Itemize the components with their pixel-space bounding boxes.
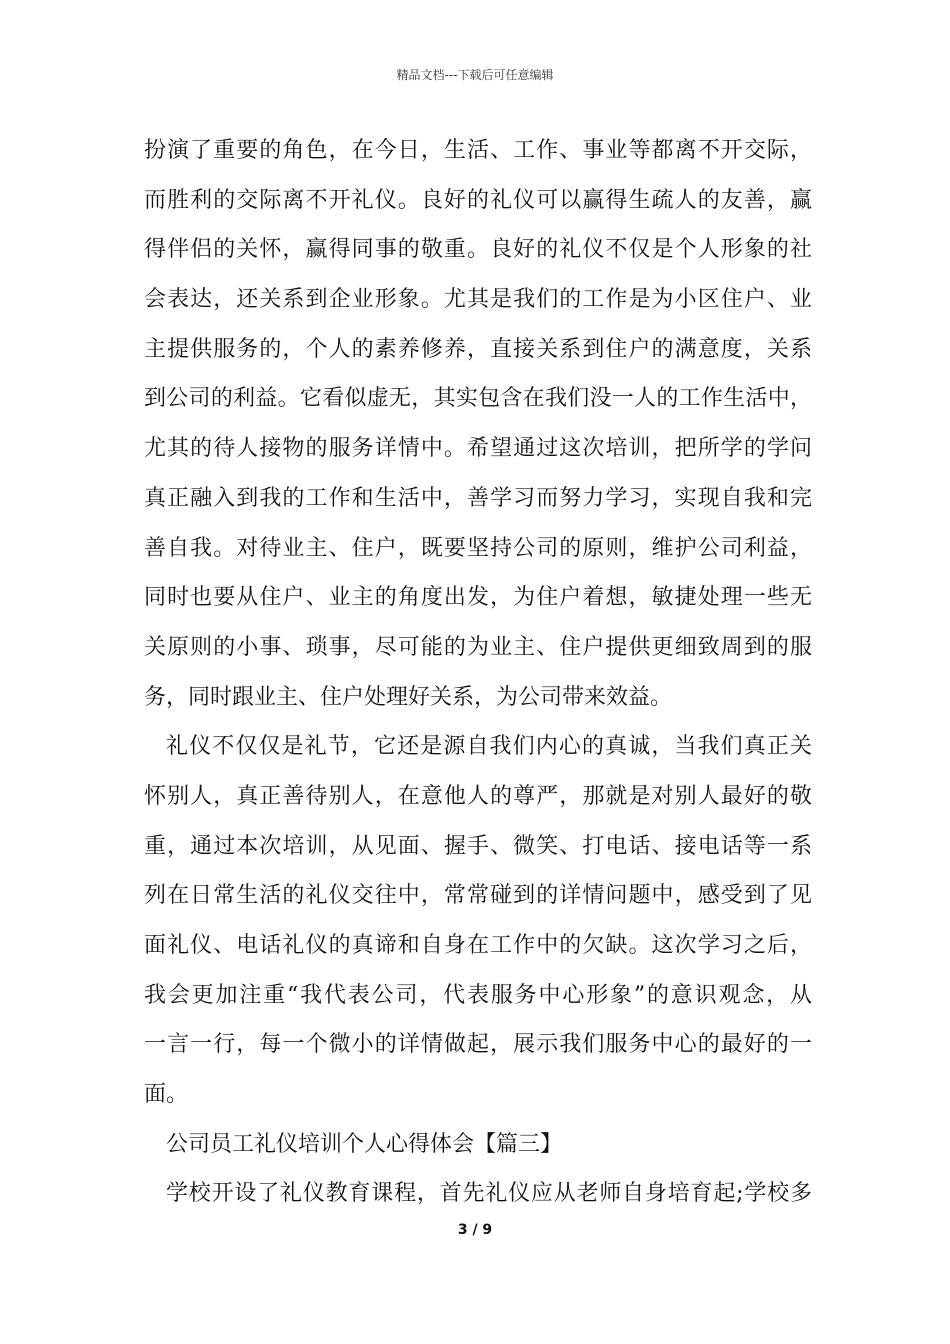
paragraph — [144, 1169, 812, 1219]
text-line: 尤其的待人接物的服务详情中。希望通过这次培训，把所学的学问 — [144, 436, 812, 462]
text-line: 面礼仪、电话礼仪的真谛和自身在工作中的欠缺。这次学习之后， — [144, 933, 812, 958]
text-line: 公司员工礼仪培训个人心得体会【篇三】 — [166, 1131, 563, 1157]
text-line: 关原则的小事、琐事，尽可能的为业主、住户提供更细致周到的服 — [144, 634, 812, 660]
text-line: 礼仪不仅仅是礼节，它还是源自我们内心的真诚，当我们真正关 — [166, 734, 812, 760]
text-line: 我会更加注重“我代表公司，代表服务中心形象”的意识观念，从 — [144, 982, 812, 1008]
text-line: 务，同时跟业主、住户处理好关系，为公司带来效益。 — [144, 684, 673, 710]
text-line: 善自我。对待业主、住户，既要坚持公司的原则，维护公司利益， — [144, 535, 812, 561]
document-body — [144, 126, 812, 1219]
text-line: 列在日常生活的礼仪交往中，常常碰到的详情问题中，感受到了见 — [144, 883, 812, 909]
paragraph — [144, 126, 812, 722]
text-line: 重，通过本次培训，从见面、握手、微笑、打电话、接电话等一系 — [144, 833, 812, 859]
text-line: 而胜利的交际离不开礼仪。良好的礼仪可以赢得生疏人的友善，赢 — [144, 187, 812, 213]
text-line: 一言一行，每一个微小的详情做起，展示我们服务中心的最好的一 — [144, 1032, 812, 1058]
section-heading — [144, 1120, 812, 1170]
text-line: 扮演了重要的角色，在今日，生活、工作、事业等都离不开交际， — [144, 138, 812, 163]
text-line: 会表达，还关系到企业形象。尤其是我们的工作是为小区住户、业 — [144, 287, 812, 313]
text-line: 主提供服务的，个人的素养修养，直接关系到住户的满意度，关系 — [144, 336, 812, 362]
text-line: 同时也要从住户、业主的角度出发，为住户着想，敏捷处理一些无 — [144, 585, 812, 611]
paragraph — [144, 722, 812, 1120]
text-line: 怀别人，真正善待别人，在意他人的尊严，那就是对别人最好的敬 — [144, 783, 812, 809]
text-line: 到公司的利益。它看似虚无，其实包含在我们没一人的工作生活中， — [144, 386, 812, 412]
text-line: 学校开设了礼仪教育课程，首先礼仪应从老师自身培育起;学校多 — [166, 1181, 812, 1207]
page-number: 3 / 9 — [457, 1222, 493, 1238]
text-line: 真正融入到我的工作和生活中，善学习而努力学习，实现自我和完 — [144, 485, 812, 511]
text-line: 得伴侣的关怀，赢得同事的敬重。良好的礼仪不仅是个人形象的社 — [144, 237, 812, 263]
text-line: 面。 — [144, 1082, 189, 1108]
page-header: 精品文档---下载后可任意编辑 — [396, 68, 554, 82]
